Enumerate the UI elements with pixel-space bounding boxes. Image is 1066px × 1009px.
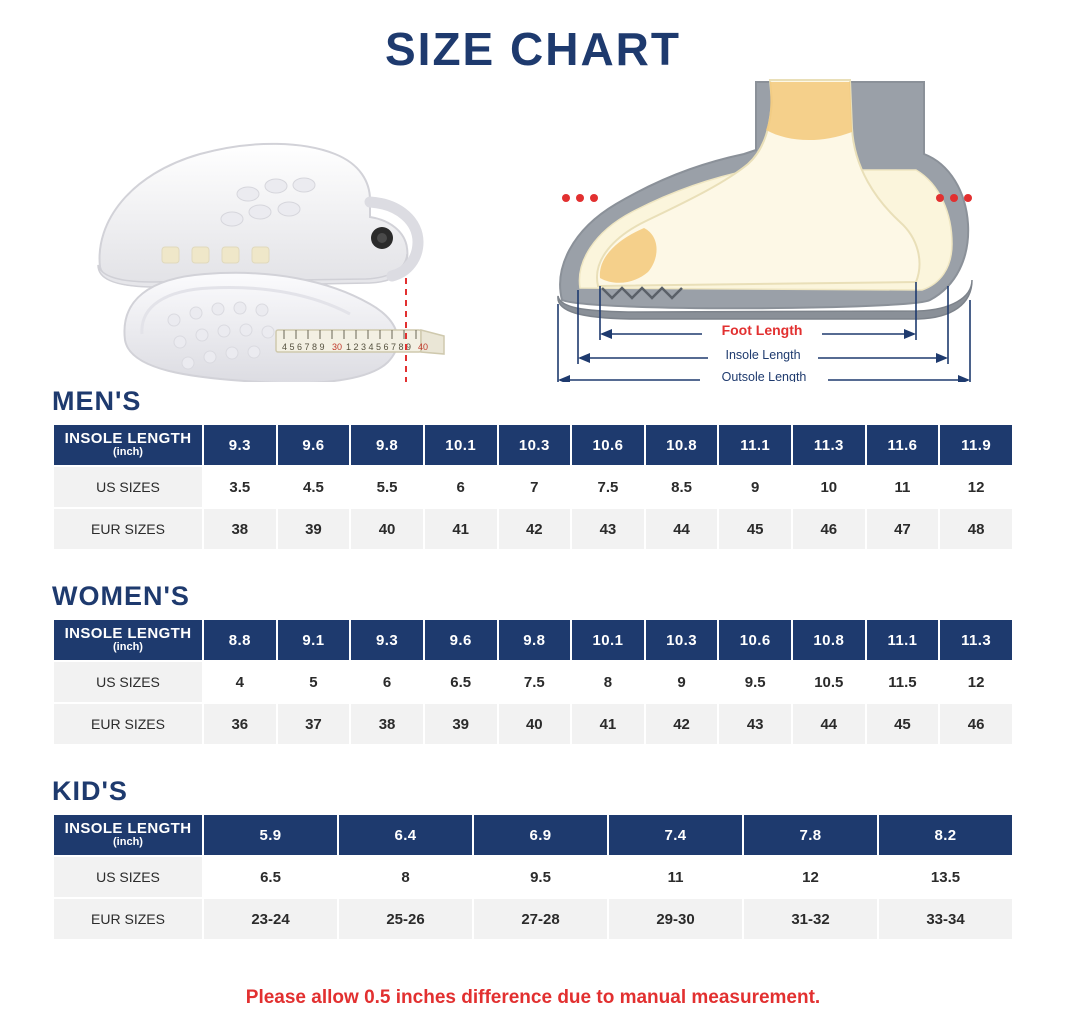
cell: 8 <box>338 856 473 898</box>
cell: 46 <box>792 508 866 550</box>
header-cell: 9.8 <box>498 619 572 661</box>
row-label: EUR SIZES <box>53 508 203 550</box>
section-title-womens: WOMEN'S <box>52 581 190 611</box>
cell: 42 <box>645 703 719 745</box>
cell: 6.5 <box>424 661 498 703</box>
cell: 44 <box>645 508 719 550</box>
cell: 33-34 <box>878 898 1013 940</box>
table-mens <box>52 423 1014 551</box>
cell: 8.5 <box>645 466 719 508</box>
header-cell: 11.3 <box>939 619 1013 661</box>
table-row <box>53 703 1013 745</box>
cell: 9 <box>718 466 792 508</box>
section-title-mens: MEN'S <box>52 386 142 416</box>
table-womens <box>52 618 1014 746</box>
header-cell: 5.9 <box>203 814 338 856</box>
cell: 41 <box>424 508 498 550</box>
clog-shoe-illustration <box>70 82 490 382</box>
clog-side-view <box>98 144 418 287</box>
cell: 7.5 <box>571 466 645 508</box>
header-insole-length <box>53 619 203 661</box>
row-label: US SIZES <box>53 466 203 508</box>
row-label: US SIZES <box>53 661 203 703</box>
cell: 13.5 <box>878 856 1013 898</box>
header-cell: 9.8 <box>350 424 424 466</box>
cell: 45 <box>718 508 792 550</box>
table-row <box>53 466 1013 508</box>
section-title-kids: KID'S <box>52 776 128 806</box>
header-insole-main: INSOLE LENGTH <box>64 820 192 838</box>
cell: 44 <box>792 703 866 745</box>
header-cell: 9.1 <box>277 619 351 661</box>
measurement-note: Please allow 0.5 inches difference due to manual measurement. <box>245 987 821 1008</box>
row-label: US SIZES <box>53 856 203 898</box>
header-cell: 11.3 <box>792 424 866 466</box>
cell: 45 <box>866 703 940 745</box>
cell: 3.5 <box>203 466 277 508</box>
header-cell: 11.1 <box>866 619 940 661</box>
outsole-length-label: Outsole Length <box>721 370 807 382</box>
table-kids <box>52 813 1014 941</box>
cell: 5.5 <box>350 466 424 508</box>
svg-text:30: 30 <box>332 342 343 352</box>
cell: 29-30 <box>608 898 743 940</box>
clog-top-view <box>124 273 444 382</box>
row-label: EUR SIZES <box>53 898 203 940</box>
header-insole-sub: (inch) <box>113 446 143 459</box>
cell: 42 <box>498 508 572 550</box>
header-insole-main: INSOLE LENGTH <box>64 625 192 643</box>
illustrations-row <box>0 82 1066 382</box>
cell: 10 <box>792 466 866 508</box>
cell: 43 <box>718 703 792 745</box>
cell: 6.5 <box>203 856 338 898</box>
cell: 36 <box>203 703 277 745</box>
cell: 40 <box>498 703 572 745</box>
table-header-row <box>53 814 1013 856</box>
cell: 12 <box>939 661 1013 703</box>
foot-length-label: Foot Length <box>721 322 803 338</box>
header-cell: 10.8 <box>792 619 866 661</box>
cell: 5 <box>277 661 351 703</box>
header-cell: 7.4 <box>608 814 743 856</box>
header-insole-sub: (inch) <box>113 641 143 654</box>
foot-measurement-diagram <box>520 72 1020 382</box>
header-cell: 6.9 <box>473 814 608 856</box>
table-row <box>53 661 1013 703</box>
table-row <box>53 898 1013 940</box>
cell: 25-26 <box>338 898 473 940</box>
cell: 9 <box>645 661 719 703</box>
header-cell: 7.8 <box>743 814 878 856</box>
cell: 6 <box>424 466 498 508</box>
cell: 4.5 <box>277 466 351 508</box>
cell: 48 <box>939 508 1013 550</box>
header-cell: 8.2 <box>878 814 1013 856</box>
page-title: SIZE CHART <box>385 23 681 75</box>
insole-length-label: Insole Length <box>725 348 801 362</box>
cell: 7 <box>498 466 572 508</box>
header-cell: 10.1 <box>571 619 645 661</box>
cell: 11.5 <box>866 661 940 703</box>
header-insole-length <box>53 814 203 856</box>
header-insole-length <box>53 424 203 466</box>
cell: 47 <box>866 508 940 550</box>
cell: 38 <box>350 703 424 745</box>
table-row <box>53 508 1013 550</box>
header-insole-main: INSOLE LENGTH <box>64 430 192 448</box>
cell: 9.5 <box>473 856 608 898</box>
header-cell: 10.6 <box>571 424 645 466</box>
header-cell: 10.8 <box>645 424 719 466</box>
header-cell: 8.8 <box>203 619 277 661</box>
header-cell: 11.1 <box>718 424 792 466</box>
cell: 4 <box>203 661 277 703</box>
measuring-tape <box>276 330 444 354</box>
cell: 38 <box>203 508 277 550</box>
cell: 39 <box>277 508 351 550</box>
svg-text:4 5 6 7 8 9: 4 5 6 7 8 9 <box>282 342 325 352</box>
header-cell: 10.6 <box>718 619 792 661</box>
header-cell: 6.4 <box>338 814 473 856</box>
svg-text:40: 40 <box>418 342 429 352</box>
cell: 11 <box>866 466 940 508</box>
cell: 12 <box>939 466 1013 508</box>
cell: 37 <box>277 703 351 745</box>
header-cell: 10.3 <box>645 619 719 661</box>
header-cell: 9.3 <box>203 424 277 466</box>
table-row <box>53 856 1013 898</box>
header-cell: 11.6 <box>866 424 940 466</box>
cell: 23-24 <box>203 898 338 940</box>
cell: 7.5 <box>498 661 572 703</box>
header-cell: 11.9 <box>939 424 1013 466</box>
table-header-row <box>53 619 1013 661</box>
cell: 6 <box>350 661 424 703</box>
cell: 39 <box>424 703 498 745</box>
cell: 46 <box>939 703 1013 745</box>
cell: 9.5 <box>718 661 792 703</box>
cell: 41 <box>571 703 645 745</box>
cell: 43 <box>571 508 645 550</box>
cell: 27-28 <box>473 898 608 940</box>
cell: 40 <box>350 508 424 550</box>
cell: 11 <box>608 856 743 898</box>
shoe-photos <box>70 82 490 382</box>
cell: 31-32 <box>743 898 878 940</box>
header-cell: 9.6 <box>424 619 498 661</box>
row-label: EUR SIZES <box>53 703 203 745</box>
header-cell: 10.1 <box>424 424 498 466</box>
cell: 12 <box>743 856 878 898</box>
cell: 8 <box>571 661 645 703</box>
cell: 10.5 <box>792 661 866 703</box>
header-cell: 10.3 <box>498 424 572 466</box>
header-cell: 9.6 <box>277 424 351 466</box>
header-insole-sub: (inch) <box>113 836 143 849</box>
table-header-row <box>53 424 1013 466</box>
svg-text:1 2 3 4 5 6 7 8 9: 1 2 3 4 5 6 7 8 9 <box>346 342 412 352</box>
header-cell: 9.3 <box>350 619 424 661</box>
